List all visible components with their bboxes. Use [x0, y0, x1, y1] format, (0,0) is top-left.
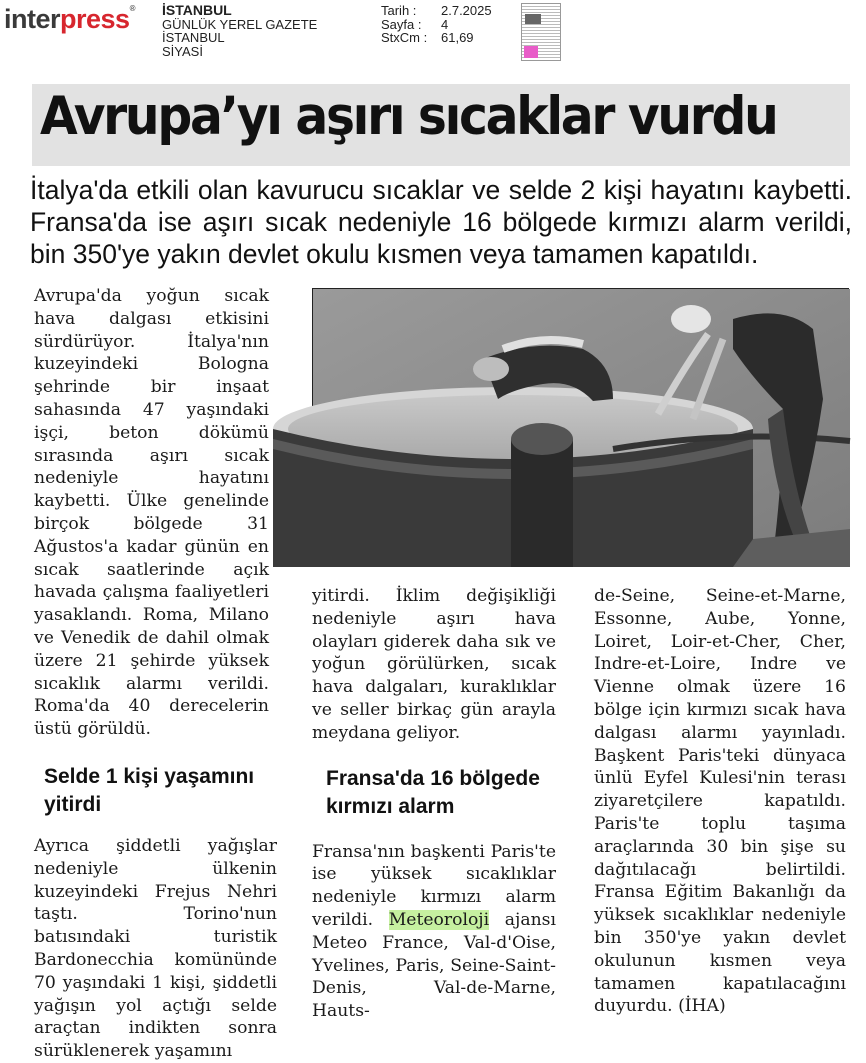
logo-part2: press [60, 4, 130, 34]
article-column-1 [34, 285, 277, 1063]
publication-type: GÜNLÜK YEREL GAZETE [162, 16, 318, 32]
publication-info [162, 4, 317, 58]
logo-part1: inter [4, 4, 61, 34]
publication-region: İSTANBUL [162, 30, 225, 45]
article-headline: Avrupa’yı aşırı sıcaklar vurdu [40, 86, 777, 147]
article-photo [312, 288, 849, 566]
column1-paragraph2: Ayrıca şiddetli yağışlar nedeniyle ülkenin kuzeyindeki Frejus Nehri taştı. Torino'nun batısındaki turistik Bardonecchia komününde 70 yaşındaki 1 kişi, şiddetli yağışın yol açtığı selde araçtan indikten sonra sürüklenerek yaşamını [34, 835, 277, 1062]
thumbnail-photo [525, 14, 541, 24]
column2-paragraph2 [312, 841, 556, 1023]
article-lead: İtalya'da etkili olan kavurucu sıcaklar ve selde 2 kişi hayatını kaybetti. Fransa'da ise aşırı sıcak nedeniyle 16 bölgede kırmızı alarm verildi, bin 350'ye yakın devlet okulu kısmen veya tamamen kapatıldı. [30, 175, 852, 269]
subheading-flood: Selde 1 kişi yaşamını yitirdi [44, 764, 255, 816]
publication-city: İSTANBUL [162, 2, 232, 18]
column2-paragraph1: yitirdi. İklim değişikliği nedeniyle aşırı hava olayları giderek daha sık ve yoğun görülürken, sıcak hava dalgaları, kuraklıklar ve seller birkaç gün arayla meydana geliyor. [312, 586, 556, 743]
stxcm-label: StxCm : [381, 30, 428, 45]
column3-paragraph1: de-Seine, Seine-et-Marne, Essonne, Aube, Yonne, Loiret, Loir-et-Cher, Cher, Indre-et-Loire, Indre ve Vienne olmak üzere 16 bölge için kırmızı sıcak hava dalgası alarmı yayınladı. Başkent Paris'teki dünyaca ünlü Eyfel Kulesi'nin terası ziyaretçilere kapatıldı. Paris'te toplu taşıma araçlarında 30 bin şişe su dağıtılacağı belirtildi. Fransa Eğitim Bakanlığı da yüksek sıcaklıklar nedeniyle bin 350'ye yakın devlet okulunun kısmen veya tamamen kapatılacağını duyurdu. (İHA) [594, 586, 846, 1017]
highlighted-keyword: Meteoroloji [388, 909, 490, 930]
article-column-3 [594, 585, 846, 1018]
thumbnail-article-marker [524, 46, 538, 58]
logo-trademark: ® [129, 4, 135, 13]
date-label: Tarih : [381, 3, 417, 18]
subheading-france: Fransa'da 16 bölgede kırmızı alarm [326, 766, 540, 818]
clipping-meta [381, 4, 492, 45]
page-label: Sayfa : [381, 16, 422, 32]
column1-paragraph1: Avrupa'da yoğun sıcak hava dalgası etkisini sürdürüyor. İtalya'nın kuzeyindeki Bologna şehrinde bir inşaat sahasında 47 yaşındaki işçi, beton dökümü sırasında aşırı sıcak nedeniyle hayatını kaybetti. Ülke genelinde birçok bölgede 31 Ağustos'a kadar günün en sıcak saatlerinde açık havada çalışma faaliyetleri yasaklandı. Roma, Milano ve Venedik de dahil olmak üzere 21 şehirde yüksek sıcaklık alarmı verildi. Roma'da 40 derecelerin üstü görüldü. [34, 286, 269, 740]
date-value: 2.7.2025 [441, 3, 492, 18]
page-value: 4 [441, 16, 449, 32]
stxcm-value: 61,69 [441, 30, 474, 45]
publication-category: SİYASİ [162, 43, 203, 59]
column2-paragraph2-start: Fransa'nın başkenti Paris'te ise yüksek sıcaklıklar nedeniyle kırmızı alarm verildi. [312, 841, 556, 930]
fountain-photo-illustration [313, 289, 850, 567]
interpress-logo [4, 4, 135, 35]
page-thumbnail [521, 3, 561, 61]
column2-paragraph2-end: ajansı Meteo France, Val-d'Oise, Yvelines, Paris, Seine-Saint-Denis, Val-de-Marne, Hauts- [312, 909, 556, 1022]
article-column-2 [312, 585, 556, 1023]
